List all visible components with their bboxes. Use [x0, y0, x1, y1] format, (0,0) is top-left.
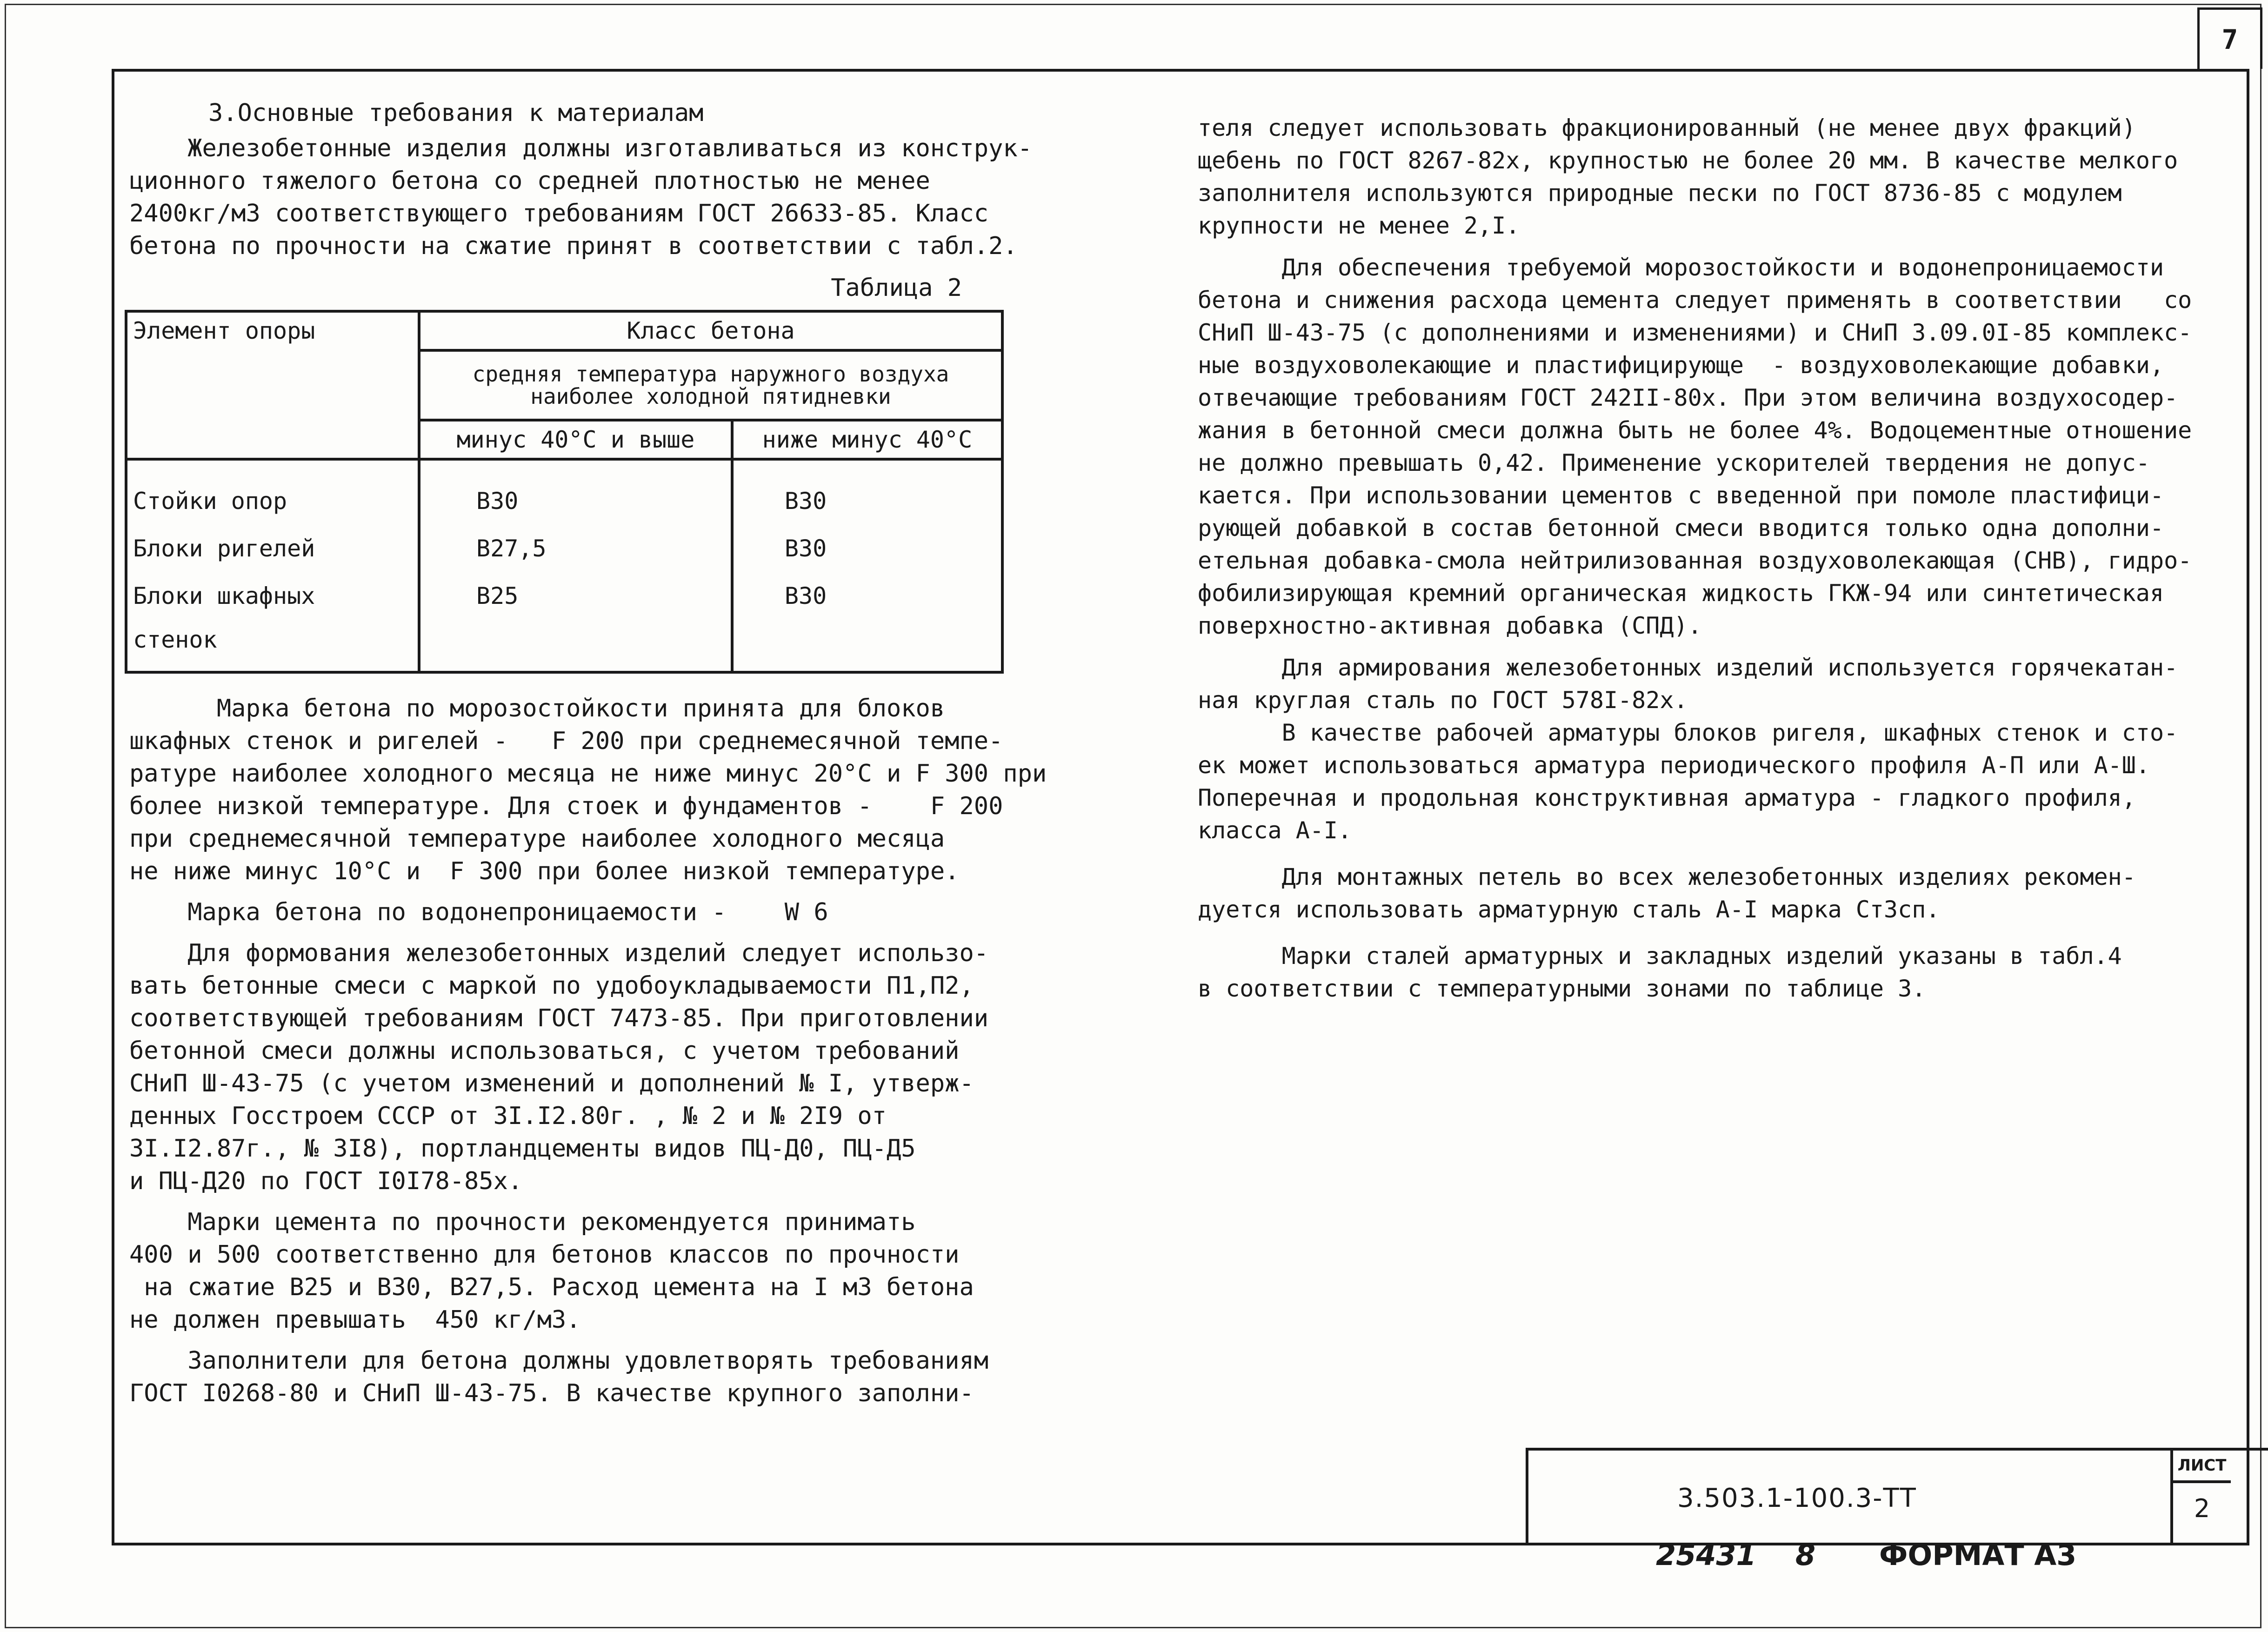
text-line: Для монтажных петель во всех железобетонных изделиях рекомен- [1198, 863, 2136, 890]
text-line: бетона по прочности на сжатие принят в соответствии с табл.2. [129, 232, 1018, 260]
reinforcement-paragraph [1198, 651, 2202, 716]
filler-paragraph [129, 1344, 1013, 1410]
text-line: Для армирования железобетонных изделий используется горячекатан- [1198, 654, 2178, 681]
format-label: ФОРМАТ А3 [1879, 1538, 2077, 1572]
table-header-class: Класс бетона [419, 311, 1002, 350]
intro-paragraph [129, 132, 1033, 262]
text-line: отвечающие требованиям ГОСТ 242II-80х. При этом величина воздухосодер- [1198, 384, 2178, 411]
text-line: 400 и 500 соответственно для бетонов классов по прочности [129, 1241, 960, 1269]
text-line: Марка бетона по морозостойкости принята для блоков [129, 695, 945, 722]
table-cell-value: В30 [732, 572, 1002, 672]
text-line: ная круглая сталь по ГОСТ 578I-82х. [1198, 687, 1688, 714]
text-line: кается. При использовании цементов с введенной при помоле пластифици- [1198, 482, 2164, 509]
title-stamp [1526, 1448, 2268, 1545]
table-row [126, 572, 1002, 672]
concrete-class-table [125, 310, 1004, 674]
text-line: СНиП Ш-43-75 (с учетом изменений и дополнений № I, утверж- [129, 1070, 974, 1097]
text-line: в соответствии с температурными зонами по таблице 3. [1198, 975, 1926, 1002]
text-line: СНиП Ш-43-75 (с дополнениями и изменениями) и СНиП 3.09.0I-85 комплекс- [1198, 319, 2192, 346]
filler-continuation-paragraph [1198, 112, 2202, 242]
additives-paragraph [1198, 251, 2202, 642]
text-line: ратуре наиболее холодного месяца не ниже минус 20°С и F 300 при [129, 760, 1047, 788]
text-line: вать бетонные смеси с маркой по удобоукладываемости П1,П2, [129, 972, 974, 1000]
text-line: щебень по ГОСТ 8267-82х, крупностью не более 20 мм. В качестве мелкого [1198, 147, 2178, 174]
text-line: на сжатие В25 и В30, В27,5. Расход цемента на I м3 бетона [129, 1273, 974, 1301]
table-cell-value: В30 [732, 525, 1002, 572]
sheet-box [2170, 1451, 2231, 1545]
table-cell-value: В30 [732, 459, 1002, 525]
corner-number: 7 [2197, 7, 2262, 69]
text-line: ГОСТ I0268-80 и СНиП Ш-43-75. В качестве крупного заполни- [129, 1379, 974, 1407]
text-line: не должен превышать 450 кг/м3. [129, 1306, 581, 1334]
text-line: Для обеспечения требуемой морозостойкости и водонепроницаемости [1198, 254, 2164, 281]
text-line: не ниже минус 10°С и F 300 при более низкой температуре. [129, 857, 960, 885]
text-line: денных Госстроем СССР от 3I.I2.80г. , № 2 и № 2I9 от [129, 1102, 887, 1130]
text-line: поверхностно-активная добавка (СПД). [1198, 612, 1702, 639]
sheet-label: ЛИСТ [2173, 1451, 2231, 1483]
text-line: Марки цемента по прочности рекомендуется принимать [129, 1208, 916, 1236]
right-column [1198, 112, 2202, 1005]
text-line: фобилизирующая кремний органическая жидкость ГКЖ-94 или синтетическая [1198, 580, 2164, 607]
lifting-loops-paragraph [1198, 861, 2202, 926]
table-cell-element: Стойки опор [126, 459, 419, 525]
table-cell-element: Блоки ригелей [126, 525, 419, 572]
text-line: Железобетонные изделия должны изготавливаться из конструк- [129, 134, 1033, 162]
text-line: Поперечная и продольная конструктивная арматура - гладкого профиля, [1198, 784, 2136, 811]
text-line: дуется использовать арматурную сталь А-I марка Ст3сп. [1198, 896, 1940, 923]
text-line: 2400кг/м3 соответствующего требованиям ГОСТ 26633-85. Класс [129, 200, 989, 227]
mix-paragraph [129, 937, 1013, 1197]
text-line: соответствующей требованиям ГОСТ 7473-85. При приготовлении [129, 1004, 989, 1032]
table-subheader-1: минус 40°С и выше [419, 420, 732, 459]
table-row [126, 525, 1002, 572]
text-line: бетона и снижения расхода цемента следует применять в соответствии со [1198, 287, 2192, 314]
text-line: жания в бетонной смеси должна быть не более 4%. Водоцементные отношение [1198, 417, 2192, 444]
text-line: бетонной смеси должны использоваться, с учетом требований [129, 1037, 960, 1065]
text-line: не должно превышать 0,42. Применение ускорителей твердения не допус- [1198, 449, 2150, 476]
table-cell-element: Блоки шкафных стенок [126, 572, 419, 672]
text-line: ционного тяжелого бетона со средней плотностью не менее [129, 167, 930, 195]
working-rebar-paragraph [1198, 716, 2202, 847]
table-subheader-2: ниже минус 40°С [732, 420, 1002, 459]
table-header-temperature: средняя температура наружного воздуха наиболее холодной пятидневки [419, 350, 1002, 420]
text-line: 3I.I2.87г., № 3I8), портландцементы видов ПЦ-Д0, ПЦ-Д5 [129, 1135, 916, 1163]
text-line: ек может использоваться арматура периодического профиля А-П или А-Ш. [1198, 752, 2150, 779]
table-cell-value: В25 [419, 572, 732, 672]
text-line: Марки сталей арматурных и закладных изделий указаны в табл.4 [1198, 943, 2122, 970]
sheet-number: 2 [2194, 1494, 2210, 1523]
text-line: В качестве рабочей арматуры блоков ригеля, шкафных стенок и сто- [1198, 719, 2178, 746]
text-line: Для формования железобетонных изделий следует использо- [129, 939, 989, 967]
table-cell-value: В30 [419, 459, 732, 525]
water-paragraph: Марка бетона по водонепроницаемости - W 6 [129, 898, 828, 926]
text-line: крупности не менее 2,I. [1198, 212, 1520, 239]
left-column [129, 97, 1047, 1410]
text-line: при среднемесячной температуре наиболее холодного месяца [129, 825, 945, 853]
cement-paragraph [129, 1206, 1013, 1336]
table-caption: Таблица 2 [831, 274, 962, 302]
text-line: етельная добавка-смола нейтрилизованная воздуховолекающая (СНВ), гидро- [1198, 547, 2192, 574]
document-code: 3.503.1-100.3-ТТ [1677, 1483, 1917, 1513]
steel-grades-paragraph [1198, 940, 2202, 1005]
frost-paragraph [129, 692, 1047, 888]
table-header-element: Элемент опоры [126, 311, 419, 459]
text-line: и ПЦ-Д20 по ГОСТ I0I78-85х. [129, 1167, 523, 1195]
text-line: Заполнители для бетона должны удовлетворять требованиям [129, 1347, 989, 1375]
text-line: теля следует использовать фракционированный (не менее двух фракций) [1198, 114, 2136, 141]
text-line: ные воздуховолекающие и пластифицирующе - воздуховолекающие добавки, [1198, 352, 2164, 379]
section-heading: 3.Основные требования к материалам [208, 99, 704, 127]
inventory-number: 25431 [1656, 1538, 1756, 1572]
text-line: более низкой температуре. Для стоек и фундаментов - F 200 [129, 792, 1003, 820]
text-line: заполнителя используются природные пески по ГОСТ 8736-85 с модулем [1198, 180, 2122, 207]
text-line: шкафных стенок и ригелей - F 200 при среднемесячной темпе- [129, 727, 1003, 755]
table-cell-value: В27,5 [419, 525, 732, 572]
table-row [126, 459, 1002, 525]
text-line: рующей добавкой в состав бетонной смеси вводится только одна дополни- [1198, 515, 2164, 542]
copy-number: 8 [1795, 1538, 1816, 1572]
text-line: класса А-I. [1198, 817, 1352, 844]
